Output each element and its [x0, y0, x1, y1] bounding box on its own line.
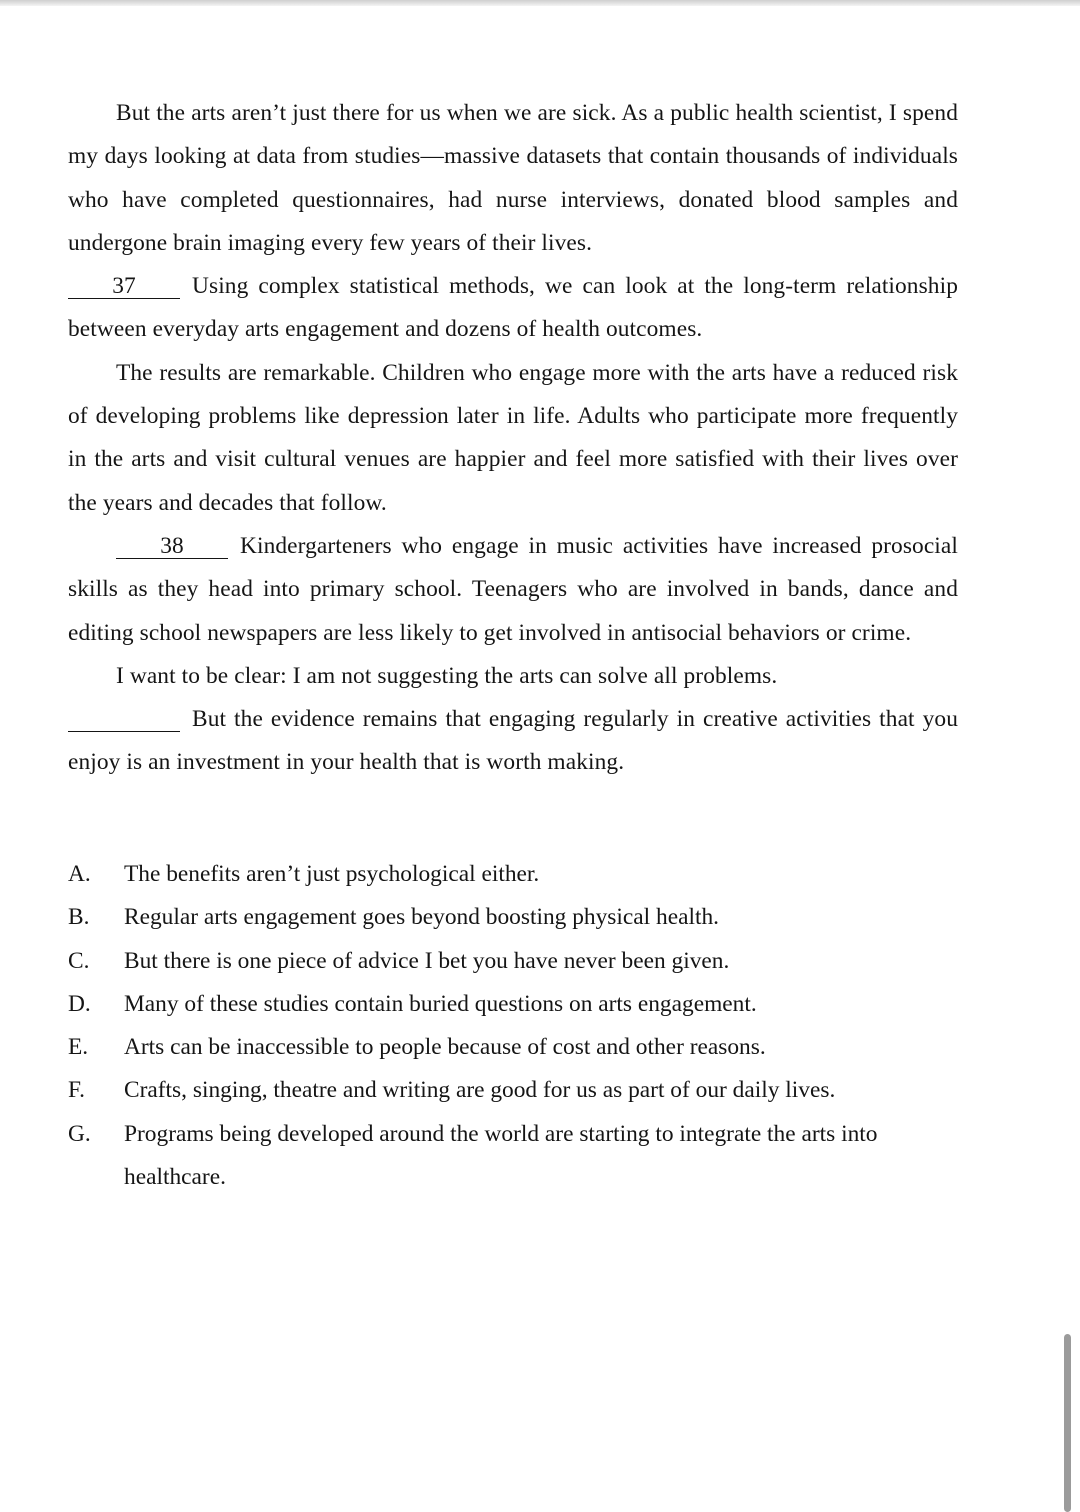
paragraph-1-text: But the arts aren’t just there for us when we are sick. As a public health scientist, I spend my days looking at data from studies—massive datasets that contain thousands of individuals who have completed questionnaires, had nurse interviews, donated blood samples and undergone brain imaging every few years of their lives.	[68, 100, 958, 256]
option-b-text: Regular arts engagement goes beyond boosting physical health.	[124, 904, 720, 931]
paragraph-1	[68, 92, 958, 352]
option-b-letter: B.	[68, 904, 90, 931]
option-b	[68, 896, 958, 939]
option-d-letter: D.	[68, 990, 91, 1017]
reading-passage	[68, 92, 958, 785]
option-c-letter: C.	[68, 947, 90, 974]
answer-options	[68, 853, 958, 1199]
option-e-letter: E.	[68, 1034, 89, 1061]
top-edge	[0, 0, 1080, 6]
paragraph-3	[68, 525, 958, 655]
option-c-text: But there is one piece of advice I bet you have never been given.	[124, 947, 730, 974]
paragraph-2	[68, 352, 958, 525]
blank-empty	[68, 707, 180, 732]
option-f-letter: F.	[68, 1077, 85, 1104]
paragraph-1-after-blank: Using complex statistical methods, we can look at the long-term relationship between everyday arts engagement and dozens of health outcomes.	[68, 273, 958, 343]
option-a	[68, 853, 958, 896]
option-g-letter: G.	[68, 1120, 91, 1147]
paragraph-2-text: The results are remarkable. Children who engage more with the arts have a reduced risk of developing problems like depression later in life. Adults who participate more frequently in the arts and visit cultural venues are happier and feel more satisfied with their lives over the years and decades that follow.	[68, 359, 958, 516]
paragraph-4	[68, 655, 958, 785]
option-e	[68, 1026, 958, 1069]
option-d-text: Many of these studies contain buried questions on arts engagement.	[124, 990, 757, 1017]
paragraph-3-text: Kindergarteners who engage in music activities have increased prosocial skills as they head into primary school. Teenagers who are involved in bands, dance and editing school newspapers are less likely to get involved in antisocial behaviors or crime.	[68, 532, 958, 646]
blank-38-number: 38	[160, 532, 184, 559]
paragraph-4-after-blank: But the evidence remains that engaging regularly in creative activities that you enjoy is an investment in your health that is worth making.	[68, 706, 958, 776]
option-c	[68, 940, 958, 983]
blank-38	[116, 534, 228, 559]
blank-37-number: 37	[112, 273, 136, 300]
option-g	[68, 1113, 958, 1200]
option-a-text: The benefits aren’t just psychological either.	[124, 861, 540, 887]
scrollbar-thumb[interactable]	[1064, 1334, 1071, 1512]
option-d	[68, 983, 958, 1026]
option-f	[68, 1069, 958, 1112]
paragraph-4-text: I want to be clear: I am not suggesting the arts can solve all problems.	[116, 662, 778, 689]
option-a-letter: A.	[68, 861, 91, 887]
blank-37	[68, 274, 180, 299]
option-f-text: Crafts, singing, theatre and writing are good for us as part of our daily lives.	[124, 1077, 836, 1104]
option-e-text: Arts can be inaccessible to people because of cost and other reasons.	[124, 1034, 766, 1061]
option-g-text: Programs being developed around the world are starting to integrate the arts into healthcare.	[124, 1120, 878, 1191]
